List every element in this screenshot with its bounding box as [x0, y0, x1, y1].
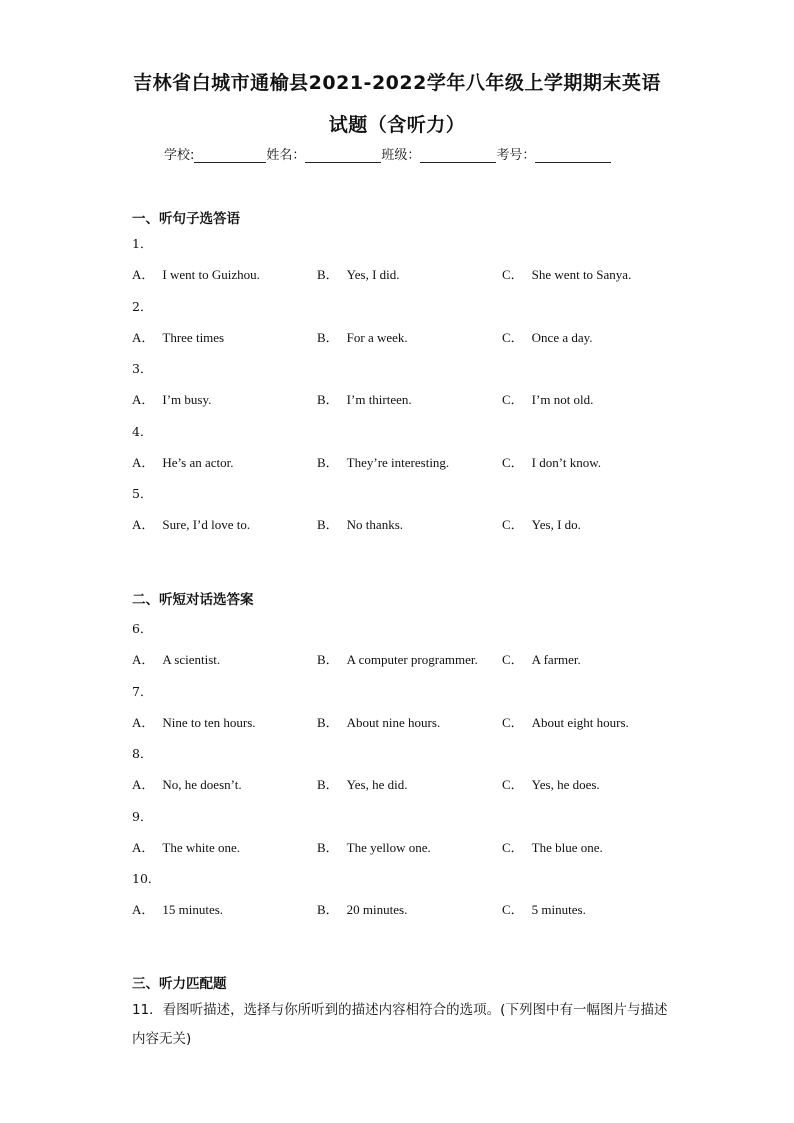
option-letter: B．	[317, 329, 339, 345]
answer-option[interactable]	[502, 649, 581, 668]
option-letter: B．	[317, 454, 339, 470]
student-info-row	[164, 144, 611, 163]
class-label: 班级：	[381, 148, 421, 163]
answer-option[interactable]	[317, 327, 408, 346]
name-blank[interactable]	[305, 148, 381, 163]
option-letter: C．	[502, 267, 524, 282]
name-label: 姓名：	[266, 148, 306, 163]
section-heading-1: 一、听句子选答语	[132, 211, 240, 227]
option-text: They’re interesting.	[346, 454, 450, 470]
number-label: 考号：	[496, 148, 536, 163]
option-text: I don’t know.	[531, 454, 602, 470]
option-letter: A．	[132, 714, 155, 730]
option-letter: A．	[132, 652, 155, 667]
answer-option[interactable]	[317, 712, 440, 731]
answer-option[interactable]	[502, 712, 629, 731]
question-number: 1．	[132, 236, 153, 251]
option-letter: C．	[502, 777, 524, 792]
option-letter: A．	[132, 839, 155, 855]
answer-option[interactable]	[132, 837, 240, 856]
question-number: 2．	[132, 298, 153, 314]
answer-option[interactable]	[502, 452, 601, 471]
option-text: She went to Sanya.	[531, 267, 632, 282]
answer-option[interactable]	[317, 389, 412, 408]
option-letter: A．	[132, 517, 155, 532]
option-text: Nine to ten hours.	[162, 714, 256, 730]
option-letter: A．	[132, 267, 155, 282]
answer-option[interactable]	[502, 327, 593, 346]
answer-option[interactable]	[502, 389, 593, 408]
section-heading-3: 三、听力匹配题	[132, 976, 227, 992]
option-text: I’m not old.	[531, 392, 594, 407]
answer-option[interactable]	[317, 837, 431, 856]
question-number: 8．	[132, 746, 153, 761]
option-letter: A．	[132, 392, 155, 407]
option-text: No thanks.	[346, 517, 404, 532]
option-letter: A．	[132, 902, 155, 917]
answer-option[interactable]	[317, 452, 449, 471]
option-text: Three times	[162, 329, 225, 345]
section-heading-2: 二、听短对话选答案	[132, 592, 254, 608]
option-text: 15 minutes.	[162, 902, 224, 917]
option-letter: C．	[502, 517, 524, 532]
option-text: The blue one.	[531, 839, 603, 855]
answer-option[interactable]	[132, 264, 260, 283]
question-number: 3．	[132, 361, 153, 376]
option-letter: B．	[317, 517, 339, 532]
question-number: 6．	[132, 621, 153, 636]
option-letter: C．	[502, 454, 524, 470]
option-text: A farmer.	[531, 652, 581, 667]
answer-option[interactable]	[132, 452, 234, 471]
option-text: The white one.	[162, 839, 241, 855]
answer-option[interactable]	[317, 899, 407, 918]
option-letter: B．	[317, 714, 339, 730]
answer-option[interactable]	[132, 899, 223, 918]
option-letter: B．	[317, 392, 339, 407]
option-text: About nine hours.	[346, 714, 441, 730]
answer-option[interactable]	[317, 774, 407, 793]
answer-option[interactable]	[132, 514, 250, 533]
option-letter: C．	[502, 902, 524, 917]
school-label: 学校:	[164, 148, 195, 163]
option-text: Yes, I do.	[531, 517, 581, 532]
option-letter: B．	[317, 777, 339, 792]
answer-option[interactable]	[132, 712, 256, 731]
option-letter: B．	[317, 839, 339, 855]
option-text: Sure, I’d love to.	[162, 517, 251, 532]
option-letter: A．	[132, 454, 155, 470]
answer-option[interactable]	[317, 264, 400, 283]
option-text: 5 minutes.	[531, 902, 586, 917]
answer-option[interactable]	[502, 264, 631, 283]
option-text: No, he doesn’t.	[162, 777, 242, 792]
option-text: I’m busy.	[162, 392, 212, 407]
answer-option[interactable]	[317, 514, 403, 533]
question-number: 9．	[132, 808, 153, 824]
answer-option[interactable]	[132, 774, 242, 793]
answer-option[interactable]	[132, 649, 220, 668]
answer-option[interactable]	[132, 389, 211, 408]
school-blank[interactable]	[194, 148, 266, 163]
question-11-text: 11．看图听描述，选择与你所听到的描述内容相符合的选项。(下列图中有一幅图片与描述内容无关)	[132, 1002, 668, 1047]
option-letter: C．	[502, 392, 524, 407]
option-text: He’s an actor.	[162, 454, 234, 470]
option-text: About eight hours.	[531, 714, 629, 730]
question-number: 7．	[132, 683, 153, 699]
question-number: 4．	[132, 423, 153, 439]
option-text: For a week.	[346, 329, 408, 345]
option-text: The yellow one.	[346, 839, 431, 855]
option-letter: C．	[502, 329, 524, 345]
option-text: Once a day.	[531, 329, 593, 345]
option-letter: A．	[132, 329, 155, 345]
option-letter: A．	[132, 777, 155, 792]
option-text: A scientist.	[162, 652, 221, 667]
option-text: A computer programmer.	[346, 652, 478, 667]
answer-option[interactable]	[132, 327, 224, 346]
answer-option[interactable]	[502, 514, 581, 533]
option-letter: C．	[502, 714, 524, 730]
answer-option[interactable]	[502, 899, 586, 918]
option-text: Yes, I did.	[346, 267, 400, 282]
option-letter: C．	[502, 839, 524, 855]
question-number: 5．	[132, 486, 153, 501]
option-text: Yes, he did.	[346, 777, 408, 792]
option-text: I’m thirteen.	[346, 392, 412, 407]
answer-option[interactable]	[317, 649, 478, 668]
answer-option[interactable]	[502, 774, 600, 793]
option-text: 20 minutes.	[346, 902, 408, 917]
option-letter: B．	[317, 902, 339, 917]
number-blank[interactable]	[535, 148, 611, 163]
page-title-continued: 试题（含听力）	[328, 114, 466, 136]
question-number: 10．	[132, 871, 161, 886]
page-title: 吉林省白城市通榆县2021-2022学年八年级上学期期末英语	[133, 72, 661, 94]
option-letter: B．	[317, 652, 339, 667]
class-blank[interactable]	[420, 148, 496, 163]
option-letter: C．	[502, 652, 524, 667]
option-text: Yes, he does.	[531, 777, 600, 792]
option-letter: B．	[317, 267, 339, 282]
answer-option[interactable]	[502, 837, 603, 856]
option-text: I went to Guizhou.	[162, 267, 260, 282]
